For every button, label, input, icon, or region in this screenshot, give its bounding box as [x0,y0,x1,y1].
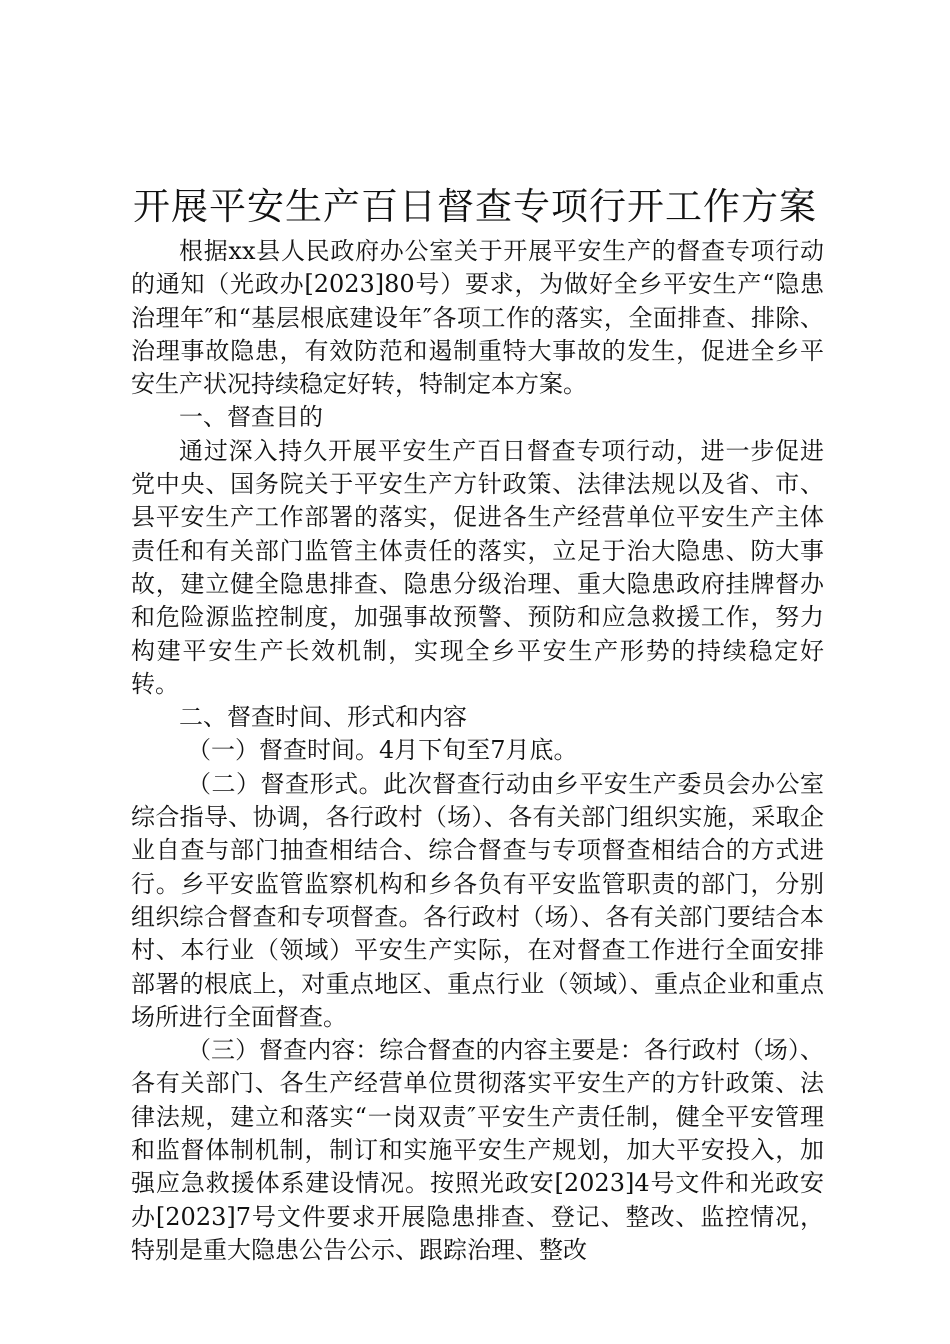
paragraph-time: （一）督查时间。4月下旬至7月底。 [187,736,578,765]
paragraph-form: （二）督查形式。此次督查行动由乡平安生产委员会办公室综合指导、协调，各行政村（场）、各有关部门组织实施，采取企业自查与部门抽查相结合、综合督查与专项督查相结合的方式进行。乡平安监管监察机构和乡各负有平安监管职责的部门，分别组织综合督查和专项督查。各行政村（场）、各有关部门要结合本村、本行业（领域）平安生产实际，在对督查工作进行全面安排部署的根底上，对重点地区、重点行业（领域）、重点企业和重点场所进行全面督查。 [131,769,824,1031]
paragraph-intro: 根据xx县人民政府办公室关于开展平安生产的督查专项行动的通知（光政办[2023]80号）要求，为做好全乡平安生产“隐患治理年″和“基层根底建设年″各项工作的落实，全面排查、排除、治理事故隐患，有效防范和遏制重特大事故的发生，促进全乡平安生产状况持续稳定好转，特制定本方案。 [131,237,824,399]
section-heading-purpose: 一、督查目的 [179,403,323,432]
paragraph-content: （三）督查内容：综合督查的内容主要是：各行政村（场）、各有关部门、各生产经营单位贯彻落实平安生产的方针政策、法律法规，建立和落实“一岗双责″平安生产责任制，健全平安管理和监督体制机制，制订和实施平安生产规划，加大平安投入，加强应急救援体系建设情况。按照光政安[2023]4号文件和光政安办[2023]7号文件要求开展隐患排查、登记、整改、监控情况，特别是重大隐患公告公示、跟踪治理、整改 [131,1036,824,1264]
section-heading-time-form-content: 二、督查时间、形式和内容 [179,703,467,732]
paragraph-purpose: 通过深入持久开展平安生产百日督查专项行动，进一步促进党中央、国务院关于平安生产方针政策、法律法规以及省、市、县平安生产工作部署的落实，促进各生产经营单位平安生产主体责任和有关部门监管主体责任的落实，立足于治大隐患、防大事故，建立健全隐患排查、隐患分级治理、重大隐患政府挂牌督办和危险源监控制度，加强事故预警、预防和应急救援工作，努力构建平安生产长效机制，实现全乡平安生产形势的持续稳定好转。 [131,436,824,698]
document-body [131,235,824,1267]
document-title: 开展平安生产百日督查专项行开工作方案 [133,185,817,228]
